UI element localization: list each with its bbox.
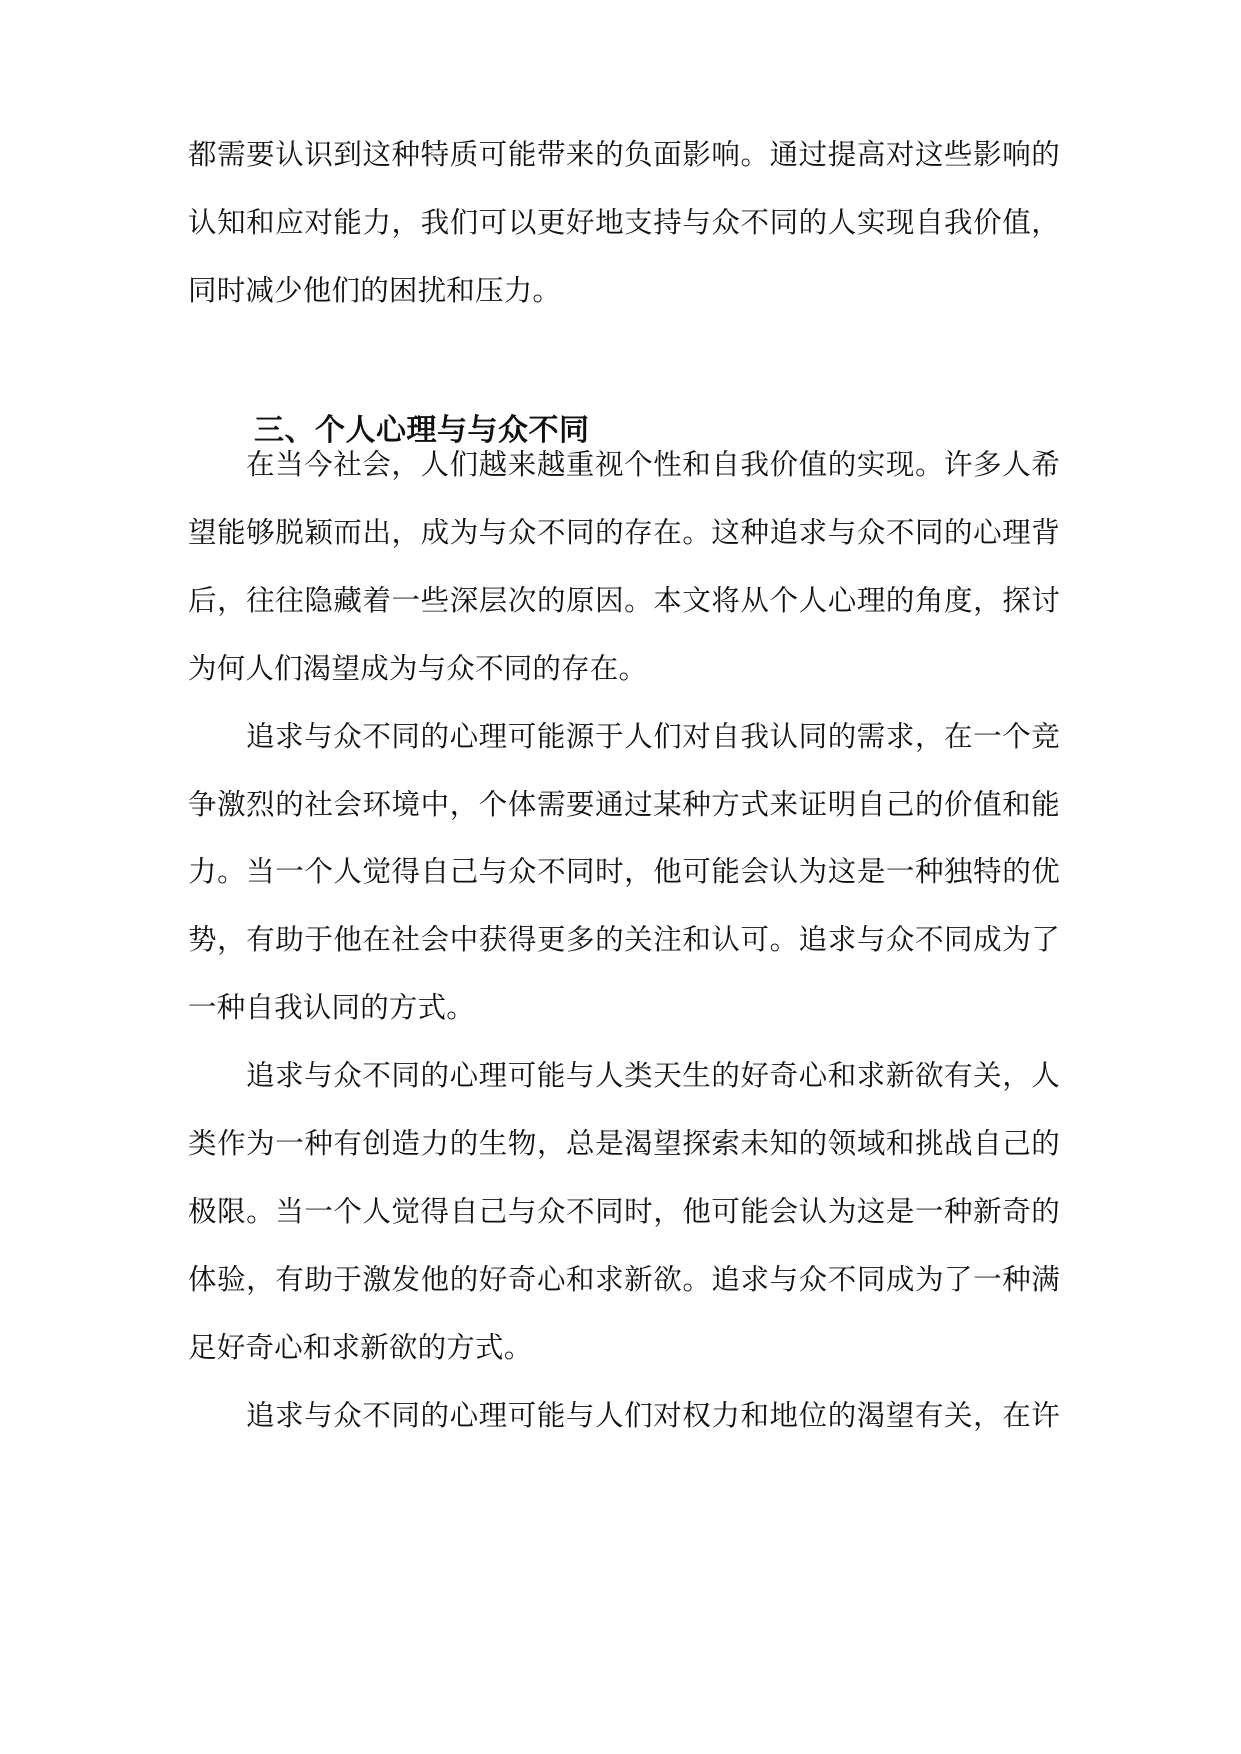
text-line: 体验，有助于激发他的好奇心和求新欲。追求与众不同成为了一种满: [188, 1263, 1060, 1296]
text-line: 势，有助于他在社会中获得更多的关注和认可。追求与众不同成为了: [188, 923, 1060, 956]
text-line: 后，往往隐藏着一些深层次的原因。本文将从个人心理的角度，探讨: [188, 584, 1060, 617]
text-line: 一种自我认同的方式。: [188, 991, 476, 1024]
text-line: 力。当一个人觉得自己与众不同时，他可能会认为这是一种独特的优: [188, 855, 1060, 888]
text-line: 都需要认识到这种特质可能带来的负面影响。通过提高对这些影响的: [188, 138, 1060, 171]
text-line: 争激烈的社会环境中，个体需要通过某种方式来证明自己的价值和能: [188, 788, 1060, 821]
text-line: 认知和应对能力，我们可以更好地支持与众不同的人实现自我价值，: [188, 206, 1060, 239]
text-line: 类作为一种有创造力的生物，总是渴望探索未知的领域和挑战自己的: [188, 1127, 1060, 1160]
section-heading: 三、个人心理与与众不同: [254, 413, 590, 448]
text-line: 望能够脱颖而出，成为与众不同的存在。这种追求与众不同的心理背: [188, 516, 1060, 549]
text-line: 极限。当一个人觉得自己与众不同时，他可能会认为这是一种新奇的: [188, 1195, 1060, 1228]
text-line: 足好奇心和求新欲的方式。: [188, 1331, 533, 1364]
text-line: 同时减少他们的困扰和压力。: [188, 274, 562, 307]
text-line: 在当今社会，人们越来越重视个性和自我价值的实现。许多人希: [246, 448, 1060, 481]
text-line: 追求与众不同的心理可能源于人们对自我认同的需求，在一个竞: [246, 720, 1060, 753]
text-line: 为何人们渴望成为与众不同的存在。: [188, 652, 648, 685]
text-line: 追求与众不同的心理可能与人们对权力和地位的渴望有关，在许: [246, 1399, 1060, 1432]
text-line: 追求与众不同的心理可能与人类天生的好奇心和求新欲有关，人: [246, 1059, 1060, 1092]
